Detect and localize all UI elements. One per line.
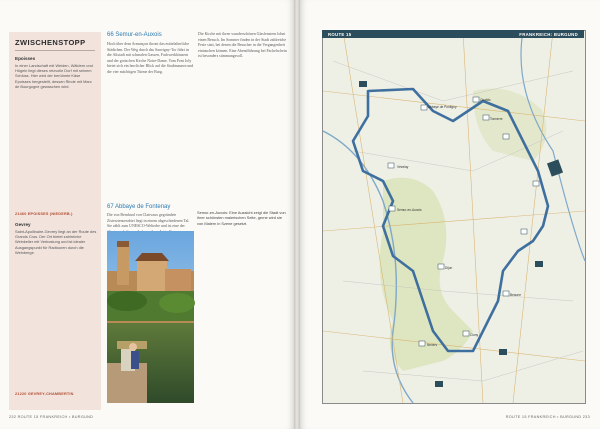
- sidebar-title: ZWISCHENSTOPP: [15, 38, 86, 47]
- right-folio: ROUTE 15 FRANKREICH • BURGUND 233: [505, 415, 590, 419]
- text-column-1: Hoch über dem Armançon thront das mittelalterliche Städtchen. Der Weg durch das Sauvigny-Tor führt in die Altstadt mit schmalen Gassen, Fachwerkhäusern und der gotischen Kirche Notre-Dame. Vom Pont Joly bietet sich ein herrlicher Blick auf die Stadtmauern und die vier mächtigen Türme der Burg.: [107, 42, 194, 74]
- sidebar-heading-2: Gevrey: [15, 222, 31, 227]
- sidebar-rule: [15, 50, 95, 51]
- map-route-label: ROUTE 15: [328, 31, 352, 37]
- route-map: [322, 30, 586, 404]
- map-label-12: Nevers: [427, 343, 438, 347]
- map-region-label: FRANKREICH: BURGUND: [519, 31, 578, 37]
- sidebar-tag-1: 21460 EPOISSES (NIEDERB.): [15, 212, 73, 216]
- right-page: [300, 0, 600, 429]
- map-label-2: Chablis: [480, 98, 491, 102]
- text-column-3: Die von Bernhard von Clairvaux gegründete Zisterzienserabtei liegt in einem abgeschiedenen Tal. Sie zählt zum UNESCO-Welterbe und ist eine der: [107, 213, 190, 229]
- map-label-1: Abbaye de Pontigny: [428, 105, 457, 109]
- sidebar-tag-2: 21220 GEVREY-CHAMBERTIN: [15, 392, 74, 396]
- map-label-8: Dijon: [445, 266, 453, 270]
- map-label-13: Cluny: [470, 333, 479, 337]
- photo-caption: Semur-en-Auxois: Eine Aussicht zeigt die Stadt von ihrer schönsten malerischen Seite, gerne wird sie von Malern in Szene gesetzt.: [197, 210, 286, 226]
- map-label-6: Semur-en-Auxois: [397, 208, 422, 212]
- map-header: [322, 30, 584, 38]
- section-heading-fontenay: 67 Abbaye de Fontenay: [107, 204, 171, 210]
- map-label-3: Tonnerre: [490, 117, 503, 121]
- map-label-9: Beaune: [510, 293, 521, 297]
- left-folio: 232 ROUTE 15 FRANKREICH • BURGUND: [9, 415, 94, 419]
- left-page: [0, 0, 294, 429]
- sidebar-box: [9, 32, 101, 410]
- text-column-2: Die Kirche mit ihren wunderschönen Glasfenstern lohnt einen Besuch. Im Sommer finden in der Stadt zahlreiche Feste statt, bei denen die Besucher in die Vergangenheit eintauchen können. Eine Abendführung bei Fackelschein ist besonders stimmungsvoll.: [198, 32, 287, 59]
- map-label-5: Vézelay: [397, 165, 409, 169]
- semur-photo: [107, 231, 194, 403]
- sidebar-text-1: In einer Landschaft mit Weiden, Wäldern und Hügeln liegt dieses reizvolle Dorf mit seinem Schloss. Hier wird der berühmte Käse Epoisses hergestellt, dessen Rinde mit Marc de Bourgogne gewaschen wird.: [15, 63, 93, 89]
- sidebar-heading-1: Epoisses: [15, 56, 36, 61]
- section-heading-semur: 66 Semur-en-Auxois: [107, 32, 162, 38]
- sidebar-text-2: Saint-Apollinaire-Gevrey liegt an der Route des Grands Crus. Der Ort bietet zahlreiche Weinkeller mit Verkostung und ist idealer Ausgangspunkt für Radtouren durch die Weinberge.: [15, 229, 97, 255]
